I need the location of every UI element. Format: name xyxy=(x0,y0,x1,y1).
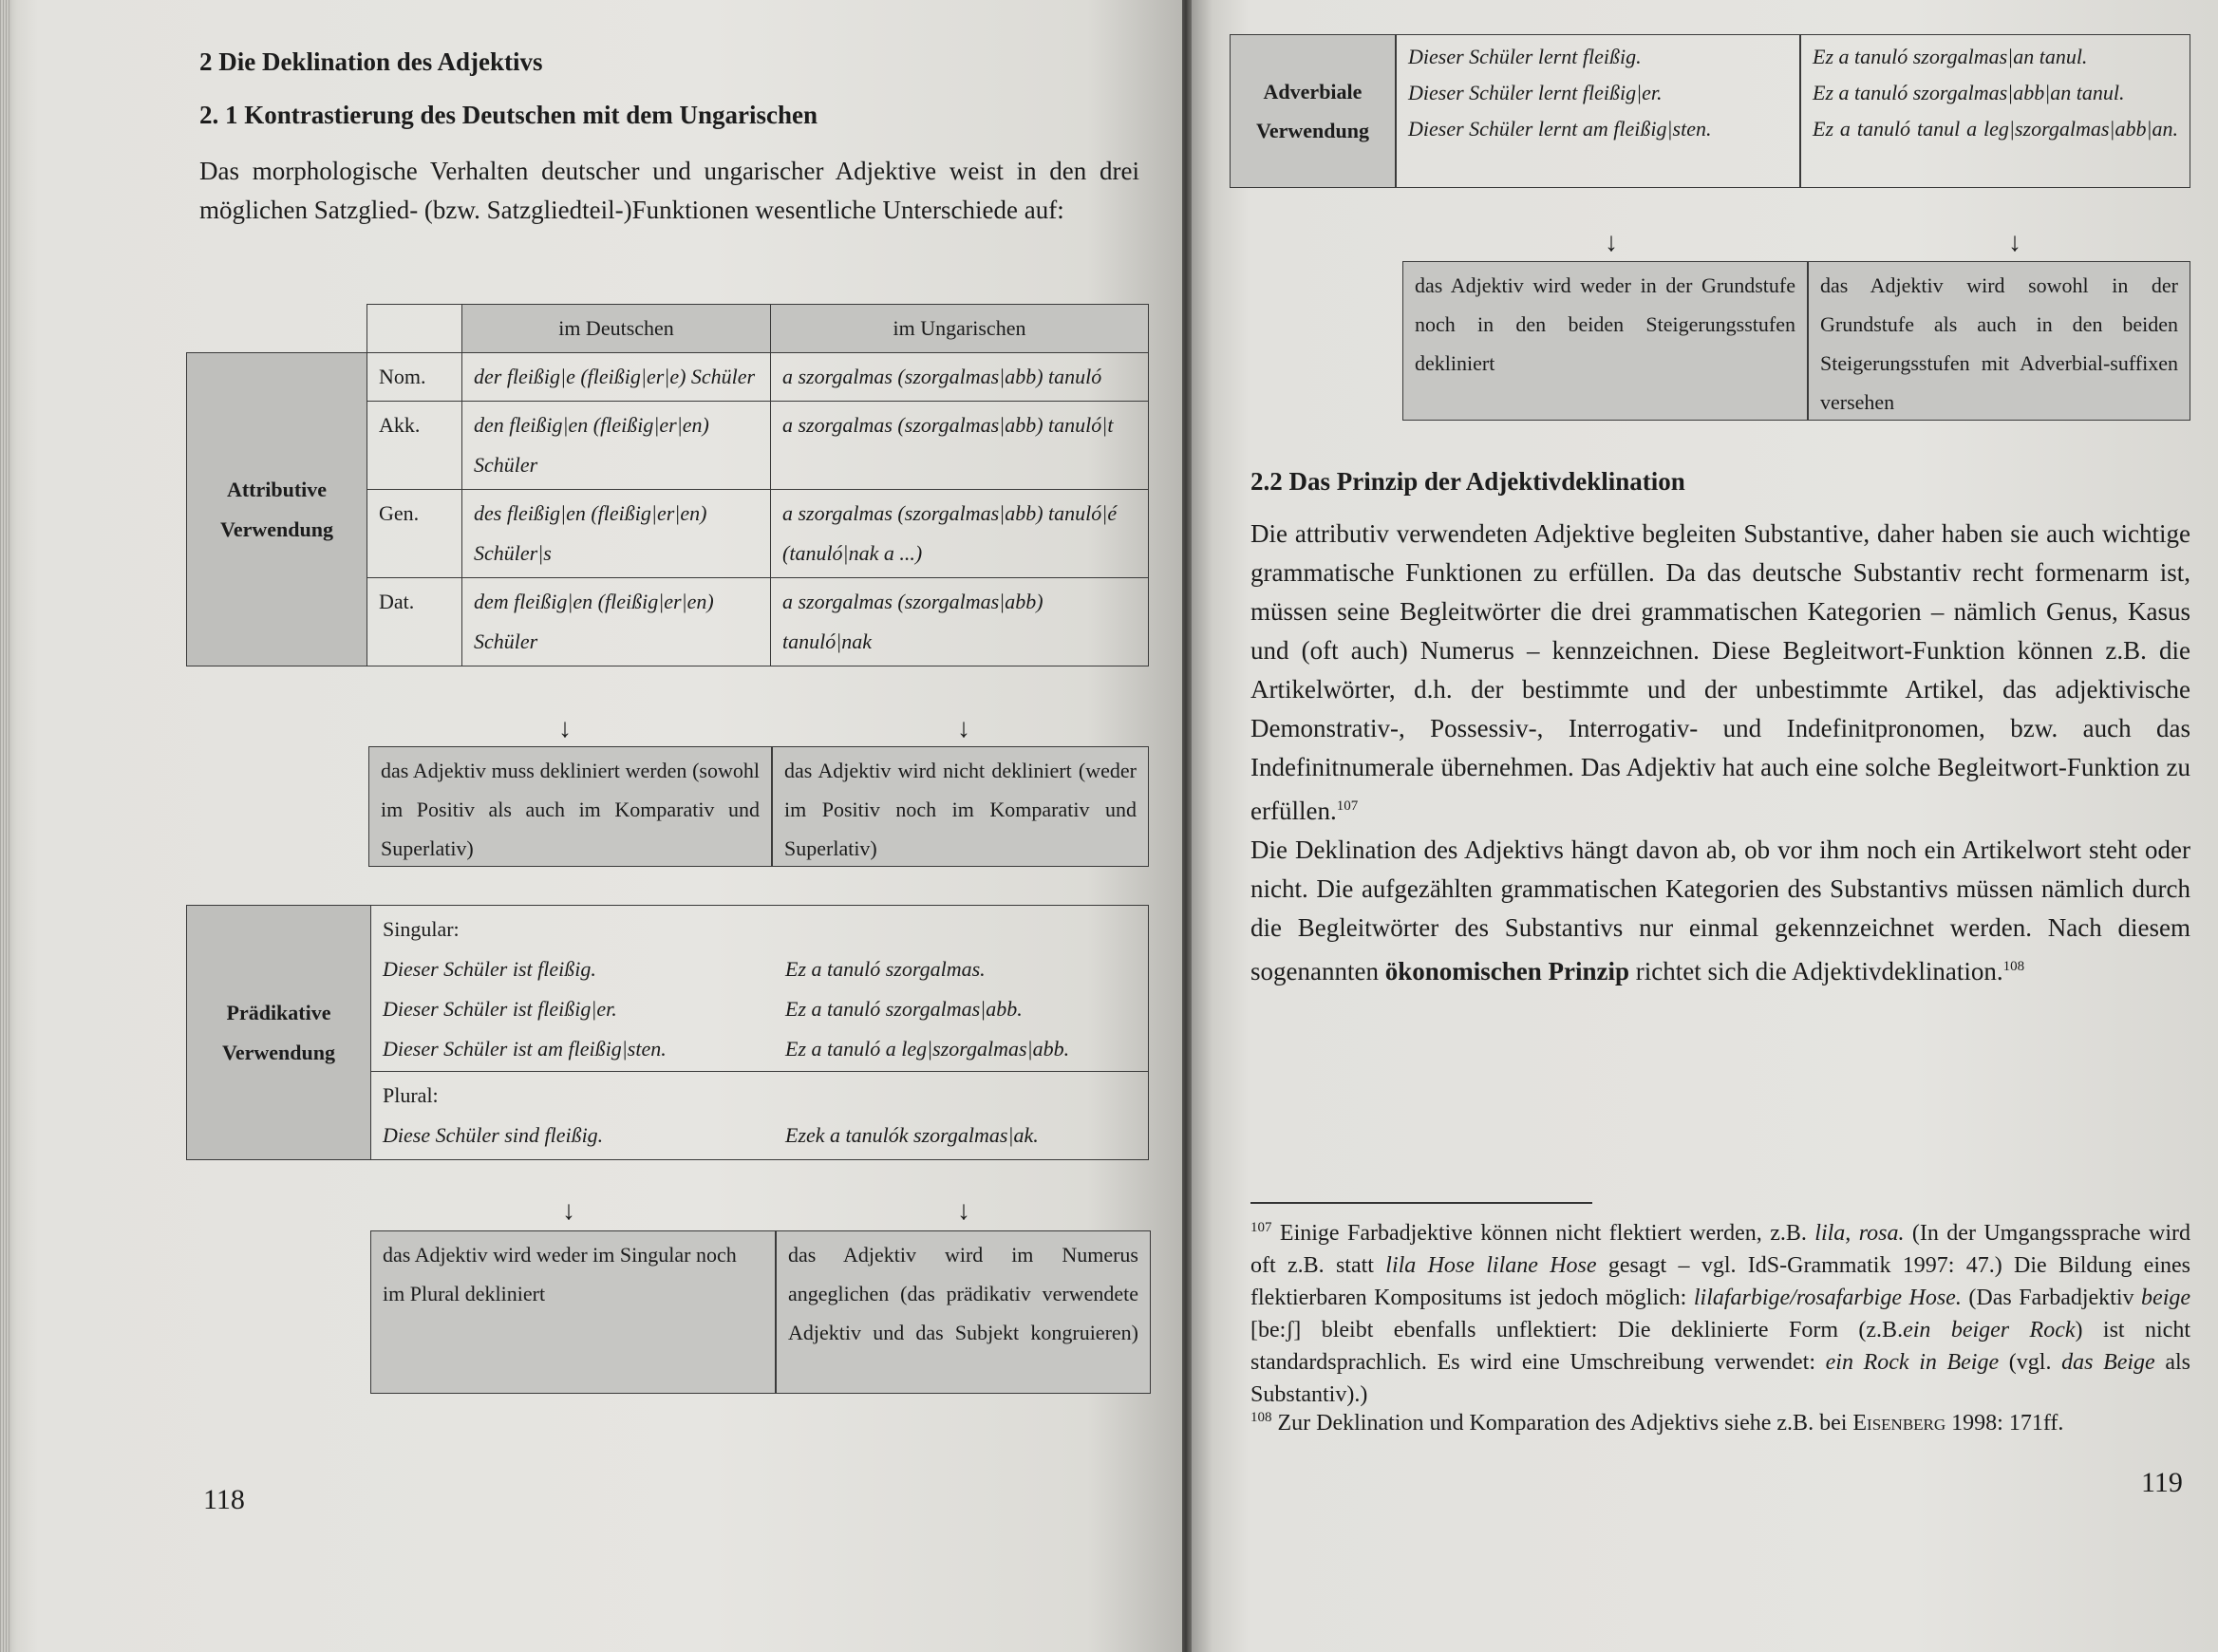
adverbial-result-hungarian: das Adjektiv wird sowohl in der Grundstufe als auch in den beiden Steigerungsstufen mit Adverbial-suffixen versehen xyxy=(1809,262,2190,420)
attributive-result-german: das Adjektiv muss dekliniert werden (sowohl im Positiv als auch im Komparativ und Superlativ) xyxy=(369,747,771,866)
gen-german: des fleißig|en (fleißig|er|en) Schüler|s xyxy=(462,490,771,578)
sg-german-3: Dieser Schüler ist am fleißig|sten. xyxy=(383,1037,667,1061)
col-header-german: im Deutschen xyxy=(462,305,771,353)
adverbial-hungarian xyxy=(1801,35,2190,187)
paragraph-2-bold: ökonomischen Prinzip xyxy=(1384,957,1629,986)
singular-block xyxy=(371,906,1149,1072)
footnote-separator xyxy=(1250,1202,1592,1204)
footnote-107-number: 107 xyxy=(1250,1220,1272,1235)
adv-german-1: Dieser Schüler lernt fleißig. xyxy=(1408,45,1642,68)
attributive-table xyxy=(186,304,1149,666)
chapter-heading: 2 Die Deklination des Adjektivs xyxy=(199,47,543,76)
footnote-108-number: 108 xyxy=(1250,1410,1272,1425)
predicative-result-hungarian: das Adjektiv wird im Numerus angeglichen (das prädikativ verwendete Adjektiv und das Subjekt kongruieren) xyxy=(777,1231,1150,1393)
attributive-result-box xyxy=(368,746,1149,867)
arrow-pred-german: ↓ xyxy=(562,1196,575,1226)
adverbial-german xyxy=(1397,35,1799,187)
predicative-label: Prädikative Verwendung xyxy=(187,906,371,1160)
sg-german-2: Dieser Schüler ist fleißig|er. xyxy=(383,997,617,1021)
adverbial-result-german: das Adjektiv wird weder in der Grundstufe noch in den beiden Steigerungsstufen dekliniert xyxy=(1403,262,1807,420)
dat-hungarian: a szorgalmas (szorgalmas|abb) tanuló|nak xyxy=(771,578,1149,666)
gen-hungarian: a szorgalmas (szorgalmas|abb) tanuló|é (tanuló|nak a ...) xyxy=(771,490,1149,578)
pl-hungarian: Ezek a tanulók szorgalmas|ak. xyxy=(785,1123,1039,1147)
adv-hungarian-3: Ez a tanuló tanul a leg|szorgalmas|abb|an. xyxy=(1813,117,2178,141)
arrow-german: ↓ xyxy=(558,714,572,743)
section-heading: 2. 1 Kontrastierung des Deutschen mit dem Ungarischen xyxy=(199,101,818,129)
pl-german: Diese Schüler sind fleißig. xyxy=(383,1123,604,1147)
page-number-right: 119 xyxy=(2141,1467,2183,1498)
adv-german-3: Dieser Schüler lernt am fleißig|sten. xyxy=(1408,117,1712,141)
footnote-ref-107: 107 xyxy=(1336,798,1359,814)
principle-paragraph xyxy=(1250,515,2190,991)
case-dat: Dat. xyxy=(367,578,462,666)
akk-german: den fleißig|en (fleißig|er|en) Schüler xyxy=(462,402,771,490)
footnote-107: $^{107}$ Einige Farbadjektive können nicht flektiert werden, z.B. lila, rosa. (In der Umgangssprache wird oft z.B. statt lila Hose lilane Hose gesagt – vgl. IdS-Grammatik 1997: 47.) Die Bildung eines flektierbaren Kompositums ist jedoch möglich: lilafarbige/rosafarbige Hose. (Das Farbadjektiv beige [be:ʃ] bleibt ebenfalls unflektiert: Die deklinierte Form (z.B.ein beiger Rock) ist nicht standardsprachlich. Es wird eine Umschreibung verwendet: ein Rock in Beige (vgl. das Beige als Substantiv).) xyxy=(1250,1220,2191,1407)
dat-german: dem fleißig|en (fleißig|er|en) Schüler xyxy=(462,578,771,666)
adverbial-table xyxy=(1230,34,2190,188)
sg-german-1: Dieser Schüler ist fleißig. xyxy=(383,957,596,981)
case-gen: Gen. xyxy=(367,490,462,578)
arrow-adv-german: ↓ xyxy=(1605,228,1618,257)
predicative-table xyxy=(186,905,1149,1160)
nom-hungarian: a szorgalmas (szorgalmas|abb) tanuló xyxy=(771,353,1149,402)
case-nom: Nom. xyxy=(367,353,462,402)
col-header-hungarian: im Ungarischen xyxy=(771,305,1149,353)
case-akk: Akk. xyxy=(367,402,462,490)
adv-hungarian-1: Ez a tanuló szorgalmas|an tanul. xyxy=(1813,45,2088,68)
adv-hungarian-2: Ez a tanuló szorgalmas|abb|an tanul. xyxy=(1813,81,2125,104)
arrow-pred-hungarian: ↓ xyxy=(957,1196,970,1226)
attributive-result-hungarian: das Adjektiv wird nicht dekliniert (weder im Positiv noch im Komparativ und Superlativ) xyxy=(773,747,1148,866)
right-page xyxy=(1192,0,2218,1652)
paragraph-1: Die attributiv verwendeten Adjektive begleiten Substantive, daher haben sie auch wichtige grammatische Funktionen zu erfüllen. Da das deutsche Substantiv recht formenarm ist, müssen seine Begleitwörter die drei grammatischen Kategorien – nämlich Genus, Kasus und (oft auch) Numerus – kennzeichnen. Diese Begleitwort-Funktion können z.B. die Artikelwörter, d.h. der bestimmte und der unbestimmte Artikel, das adjektivische Demonstrativ-, Possessiv-, Interrogativ- und Indefinitpronomen, bzw. auch das Indefinitnumerale übernehmen. Das Adjektiv hat auch eine solche Begleitwort-Funktion zu erfüllen. xyxy=(1250,519,2190,825)
plural-block xyxy=(371,1072,1149,1160)
adverbial-label: Adverbiale Verwendung xyxy=(1231,35,1395,187)
footnote-108: $^{108}$ Zur Deklination und Komparation des Adjektivs siehe z.B. bei Eisenberg 1998: 171ff. xyxy=(1250,1410,2064,1436)
arrow-hungarian: ↓ xyxy=(957,714,970,743)
section-heading-2-2: 2.2 Das Prinzip der Adjektivdeklination xyxy=(1250,467,1685,496)
adv-german-2: Dieser Schüler lernt fleißig|er. xyxy=(1408,81,1663,104)
sg-hungarian-1: Ez a tanuló szorgalmas. xyxy=(785,957,986,981)
sg-hungarian-2: Ez a tanuló szorgalmas|abb. xyxy=(785,997,1023,1021)
akk-hungarian: a szorgalmas (szorgalmas|abb) tanuló|t xyxy=(771,402,1149,490)
arrow-adv-hungarian: ↓ xyxy=(2008,228,2021,257)
paragraph-2-end: richtet sich die Adjektivdeklination. xyxy=(1635,957,2003,986)
sg-hungarian-3: Ez a tanuló a leg|szorgalmas|abb. xyxy=(785,1037,1070,1061)
predicative-result-german: das Adjektiv wird weder im Singular noch im Plural dekliniert xyxy=(371,1231,775,1393)
page-edge-stack xyxy=(0,0,11,1652)
singular-label: Singular: xyxy=(383,917,460,941)
attributive-label: Attributive Verwendung xyxy=(187,353,367,666)
paragraph-2-start: Die Deklination des Adjektivs hängt davon ab, ob vor ihm noch ein Artikelwort steht oder nicht. Die aufgezählten grammatischen Kategorien des Substantivs müssen nämlich durch die Begleitwörter des Substantivs nur einmal gekennzeichnet werden. Nach diesem sogenannten xyxy=(1250,835,2190,986)
page-number-left: 118 xyxy=(203,1484,245,1515)
intro-paragraph: Das morphologische Verhalten deutscher und ungarischer Adjektive weist in den drei möglichen Satzglied- (bzw. Satzgliedteil-)Funktionen wesentliche Unterschiede auf: xyxy=(199,157,1139,224)
predicative-result-box xyxy=(370,1230,1151,1394)
plural-label: Plural: xyxy=(383,1083,439,1107)
footnote-ref-108: 108 xyxy=(2002,959,2025,974)
adverbial-result-box xyxy=(1402,261,2190,421)
nom-german: der fleißig|e (fleißig|er|e) Schüler xyxy=(462,353,771,402)
